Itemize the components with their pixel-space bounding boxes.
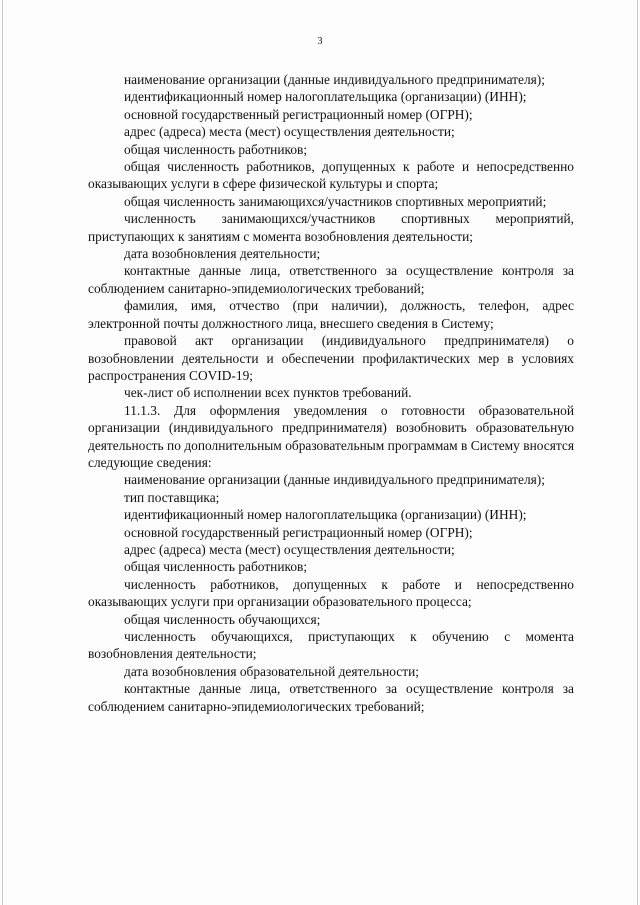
paragraph: общая численность занимающихся/участников спортивных мероприятий; xyxy=(124,193,547,209)
paragraph: фамилия, имя, отчество (при наличии), должность, телефон, адрес электронной почты должностного лица, внесшего сведения в Систему; xyxy=(88,298,574,331)
paragraph: общая численность работников; xyxy=(124,559,308,575)
paragraph: численность работников, допущенных к работе и непосредственно оказывающих услуги при организации образовательного процесса; xyxy=(88,576,574,610)
paragraph: дата возобновления деятельности; xyxy=(124,246,321,262)
paragraph: контактные данные лица, ответственного за осуществление контроля за соблюдением санитарно-эпидемиологических требований; xyxy=(88,681,574,714)
paragraph: общая численность обучающихся; xyxy=(124,611,321,627)
paragraph: контактные данные лица, ответственного за осуществление контроля за соблюдением санитарно-эпидемиологических требований; xyxy=(88,263,574,296)
scan-edge-right xyxy=(637,0,638,905)
scan-edge-left xyxy=(2,0,3,905)
paragraph: идентификационный номер налогоплательщика (организации) (ИНН); xyxy=(124,507,527,523)
paragraph: дата возобновления образовательной деятельности; xyxy=(124,663,419,679)
paragraph: чек-лист об исполнении всех пунктов требований. xyxy=(124,385,412,401)
paragraph: основной государственный регистрационный номер (ОГРН); xyxy=(124,524,473,540)
paragraph: идентификационный номер налогоплательщика (организации) (ИНН); xyxy=(124,89,527,105)
document-body xyxy=(88,71,574,715)
paragraph: основной государственный регистрационный номер (ОГРН); xyxy=(124,106,473,122)
page-number: 3 xyxy=(317,36,323,47)
paragraph: 11.1.3. Для оформления уведомления о готовности образовательной организации (индивидуального предпринимателя) возобновить образовательную деятельность по дополнительным образовательным программам в Систему вносятся следующие сведения: xyxy=(88,402,574,470)
paragraph: адрес (адреса) места (мест) осуществления деятельности; xyxy=(124,124,455,140)
paragraph: численность обучающихся, приступающих к обучению с момента возобновления деятельности; xyxy=(88,629,574,662)
paragraph: наименование организации (данные индивидуального предпринимателя); xyxy=(124,472,545,488)
paragraph: тип поставщика; xyxy=(124,489,220,505)
paragraph: наименование организации (данные индивидуального предпринимателя); xyxy=(124,72,545,87)
paragraph: адрес (адреса) места (мест) осуществления деятельности; xyxy=(124,541,455,557)
paragraph: общая численность работников; xyxy=(124,141,308,157)
paragraph: правовой акт организации (индивидуального предпринимателя) о возобновлении деятельности и обеспечении профилактических мер в условиях распространения COVID-19; xyxy=(88,333,574,383)
paragraph: численность занимающихся/участников спортивных мероприятий, приступающих к занятиям с момента возобновления деятельности; xyxy=(88,211,574,244)
paragraph: общая численность работников, допущенных к работе и непосредственно оказывающих услуги в сфере физической культуры и спорта; xyxy=(88,159,574,192)
